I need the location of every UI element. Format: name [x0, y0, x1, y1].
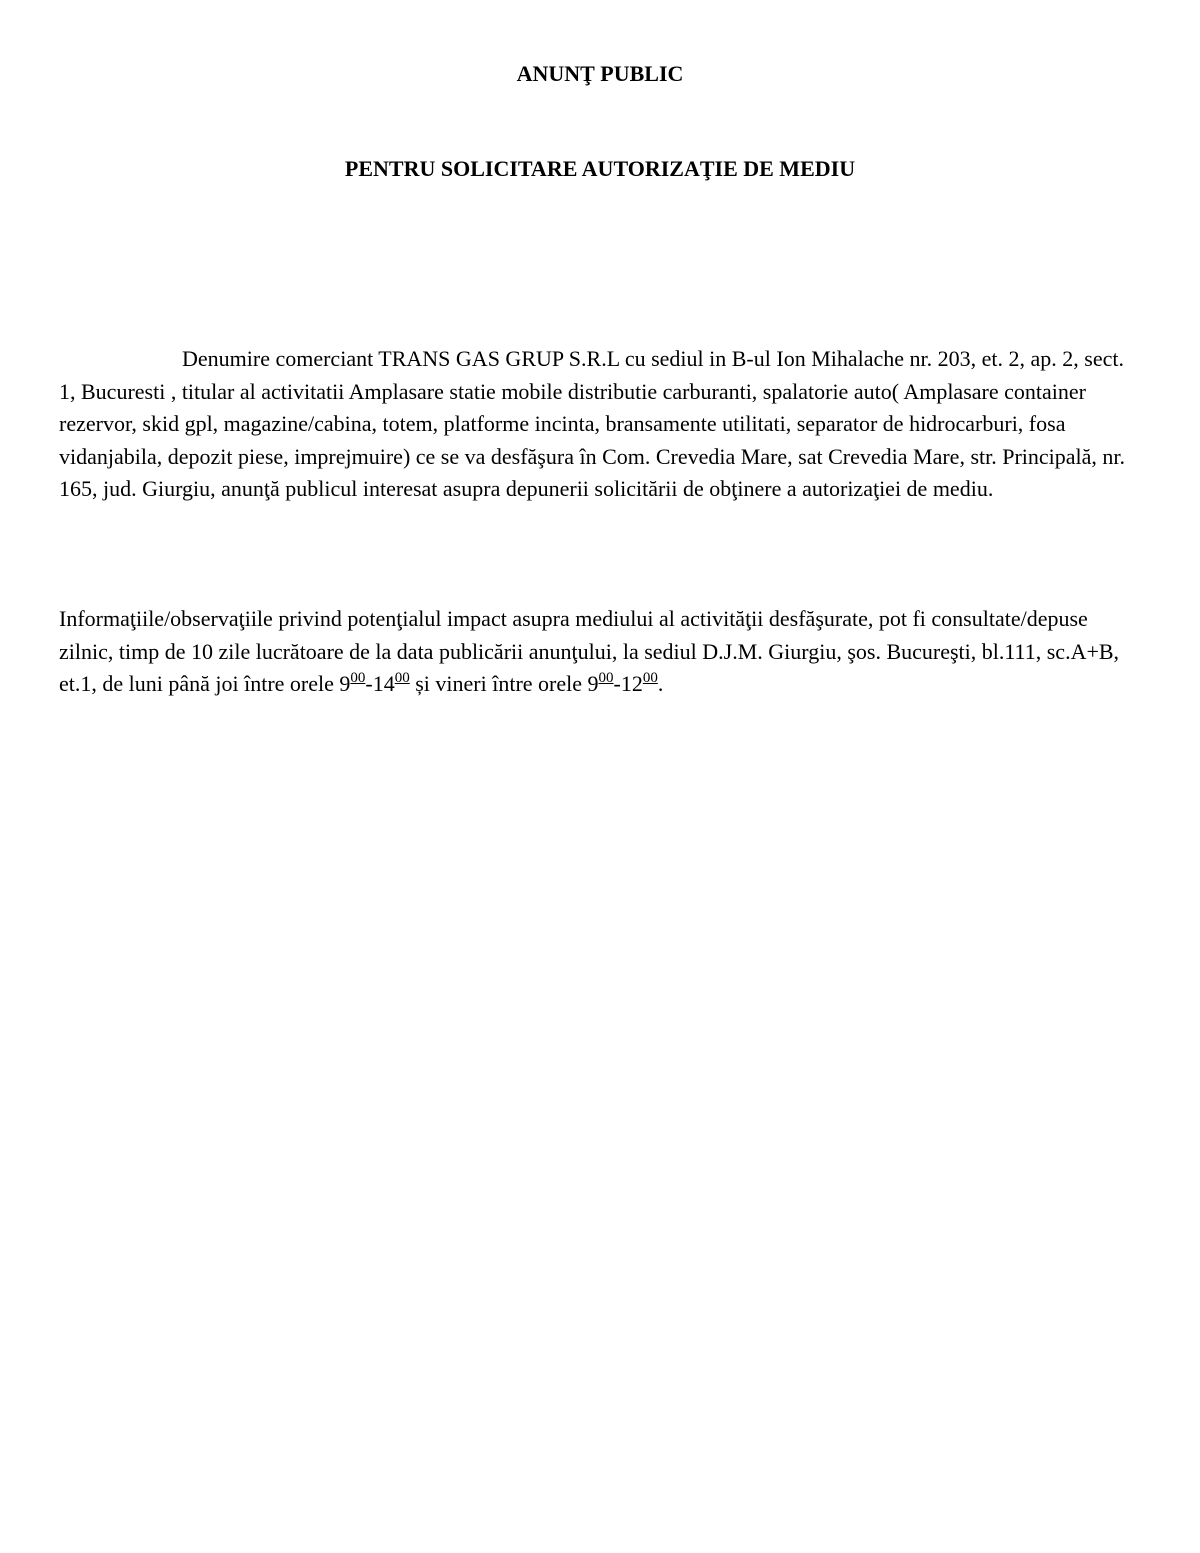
time-hour: 12 [620, 671, 643, 696]
page-subtitle: PENTRU SOLICITARE AUTORIZAŢIE DE MEDIU [344, 156, 856, 181]
time-minutes: 00 [394, 670, 410, 686]
announcement-paragraph: Denumire comerciant TRANS GAS GRUP S.R.L cu sediul in B-ul Ion Mihalache nr. 203, et. 2, ap. 2, sect. 1, Bucuresti , titular al activitatii Amplasare statie mobile distributie carburanti, spalatorie auto( Amplasare container rezervor, skid gpl, magazine/cabina, totem, platforme incinta, bransamente utilitati, separator de hidrocarburi, fosa vidanjabila, depozit piese, imprejmuire) ce se va desfăşura în Com. Crevedia Mare, sat Crevedia Mare, str. Principală, nr. 165, jud. Giurgiu, anunţă publicul interesat asupra depunerii solicitării de obţinere a autorizaţiei de mediu. [59, 346, 1126, 501]
time-minutes: 00 [598, 670, 614, 686]
information-text-middle: și vineri între orele [409, 671, 588, 696]
page-title: ANUNŢ PUBLIC [516, 61, 684, 86]
time-hour: 9 [587, 671, 599, 696]
time-hour: 14 [372, 671, 395, 696]
time-hour: 9 [339, 671, 351, 696]
information-paragraph [59, 603, 1139, 701]
time-minutes: 00 [642, 670, 658, 686]
information-text: Informaţiile/observaţiile privind potenţialul impact asupra mediului al activităţii desfăşurate, pot fi consultate/depuse zilnic, timp de 10 zile lucrătoare de la data publicării anunţului, la sediul D.J.M. Giurgiu, şos. Bucureşti, bl.111, sc.A+B, et.1, de luni până joi între orele [59, 606, 1120, 696]
time-minutes: 00 [350, 670, 366, 686]
information-text-end: . [657, 671, 664, 696]
time-dash: - [365, 671, 373, 696]
time-dash: - [613, 671, 621, 696]
